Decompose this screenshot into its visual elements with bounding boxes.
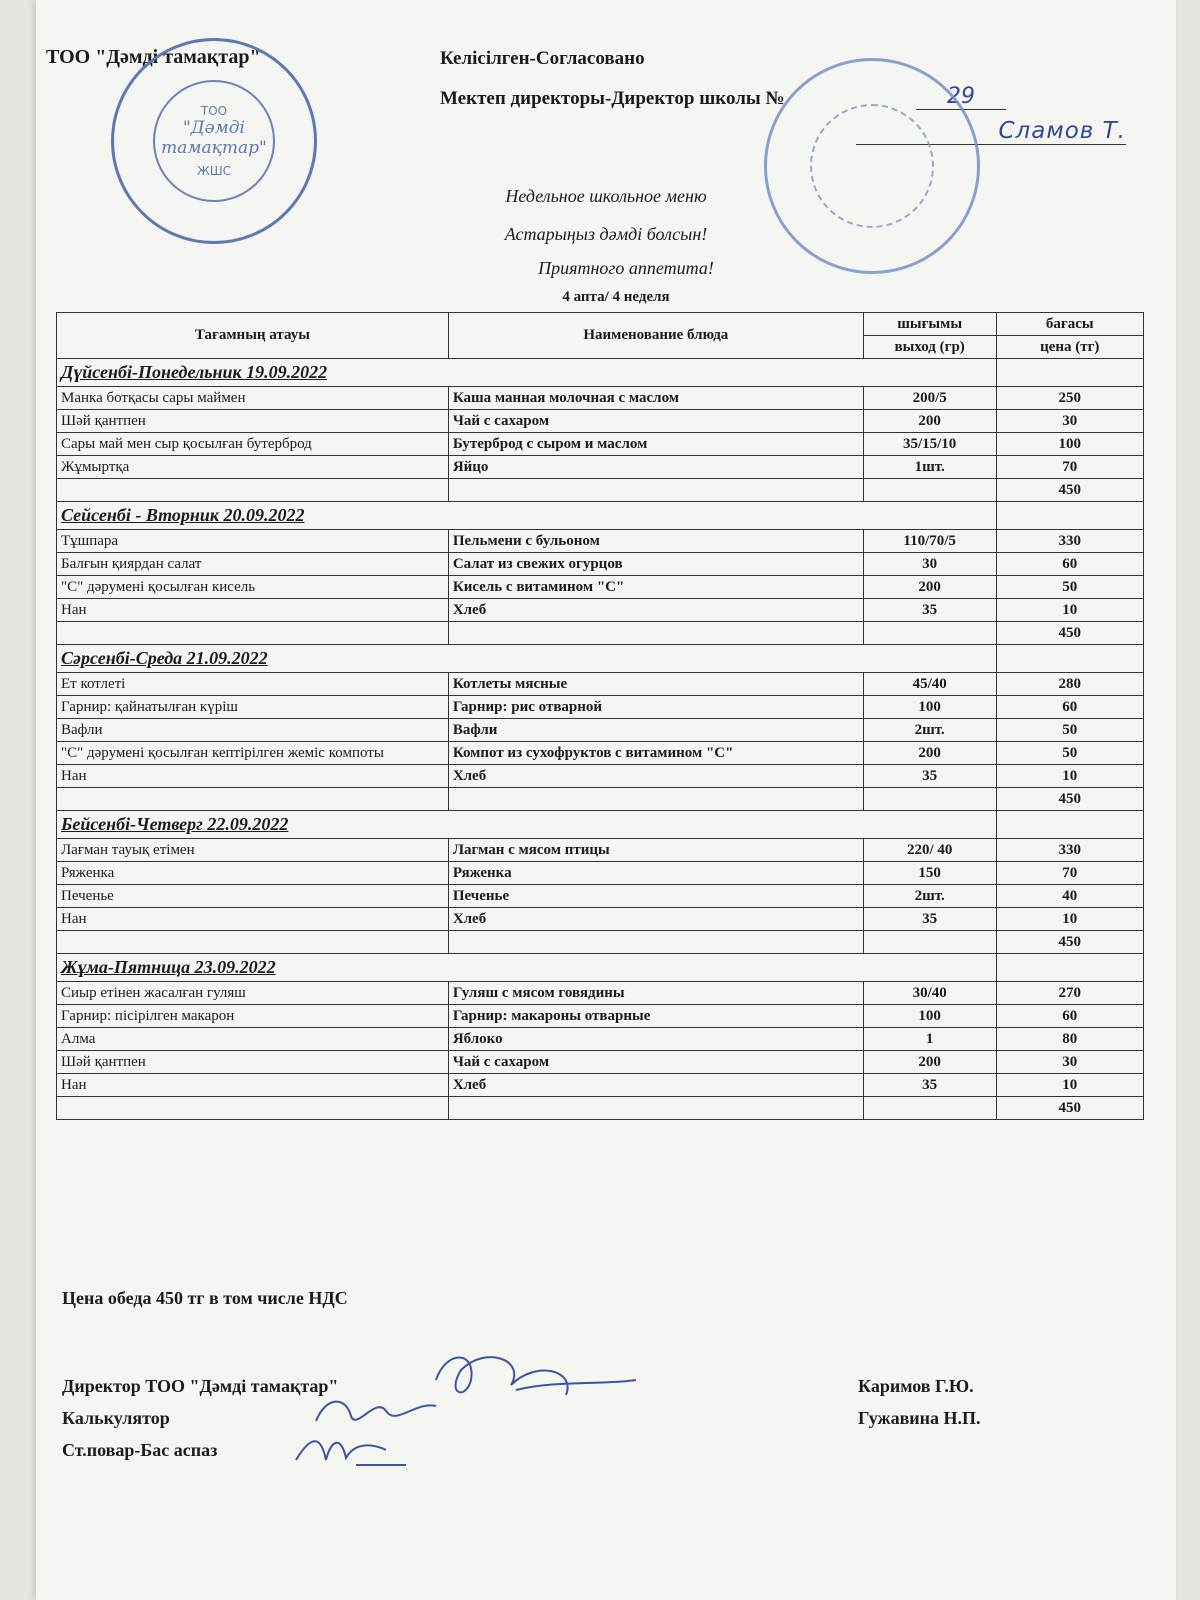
day-header-row	[57, 502, 1144, 530]
day-empty-cell	[996, 359, 1144, 387]
day-total-price: 450	[996, 622, 1144, 645]
role-chef: Ст.повар-Бас аспаз	[62, 1440, 218, 1460]
day-total-row	[57, 1097, 1144, 1120]
total-empty-1	[57, 622, 449, 645]
menu-item-row	[57, 742, 1144, 765]
day-name-text: Дүйсенбі-Понедельник 19.09.2022	[61, 362, 328, 382]
menu-item-row	[57, 456, 1144, 479]
stamp-name-line1: "Дәмді	[182, 118, 245, 138]
header-price-kz: бағасы	[996, 313, 1144, 336]
total-empty-2	[448, 931, 863, 954]
dish-price: 70	[996, 862, 1144, 885]
approval-line2: Мектеп директоры-Директор школы №	[440, 88, 785, 109]
menu-table-body	[57, 313, 1144, 1120]
dish-name-kz: Жұмыртқа	[57, 456, 449, 479]
total-empty-3	[863, 622, 996, 645]
dish-name-ru: Хлеб	[448, 1074, 863, 1097]
dish-name-ru: Котлеты мясные	[448, 673, 863, 696]
dish-name-kz: Сары май мен сыр қосылған бутерброд	[57, 433, 449, 456]
dish-price: 100	[996, 433, 1144, 456]
menu-item-row	[57, 1051, 1144, 1074]
dish-name-kz: Шәй қантпен	[57, 1051, 449, 1074]
dish-yield: 100	[863, 696, 996, 719]
day-total-price: 450	[996, 479, 1144, 502]
dish-name-kz: Манка ботқасы сары маймен	[57, 387, 449, 410]
dish-price: 280	[996, 673, 1144, 696]
director-signature	[416, 1340, 676, 1420]
menu-item-row	[57, 387, 1144, 410]
dish-yield: 1шт.	[863, 456, 996, 479]
dish-name-kz: Гарнир: пісірілген макарон	[57, 1005, 449, 1028]
day-total-row	[57, 479, 1144, 502]
dish-name-kz: Нан	[57, 765, 449, 788]
document-page	[36, 0, 1176, 1600]
total-empty-2	[448, 1097, 863, 1120]
dish-name-ru: Яйцо	[448, 456, 863, 479]
dish-name-ru: Лагман с мясом птицы	[448, 839, 863, 862]
dish-name-kz: Нан	[57, 1074, 449, 1097]
day-empty-cell	[996, 645, 1144, 673]
dish-yield: 200	[863, 1051, 996, 1074]
dish-yield: 220/ 40	[863, 839, 996, 862]
total-empty-3	[863, 479, 996, 502]
day-name	[57, 811, 997, 839]
stamp-bottom-text: ЖШС	[196, 164, 232, 178]
name-director: Каримов Г.Ю.	[858, 1376, 974, 1396]
day-empty-cell	[996, 811, 1144, 839]
dish-price: 40	[996, 885, 1144, 908]
dish-name-kz: Вафли	[57, 719, 449, 742]
dish-price: 30	[996, 1051, 1144, 1074]
week-label: 4 апта/ 4 неделя	[562, 289, 670, 305]
dish-name-ru: Ряженка	[448, 862, 863, 885]
dish-price: 250	[996, 387, 1144, 410]
dish-name-ru: Салат из свежих огурцов	[448, 553, 863, 576]
menu-item-row	[57, 673, 1144, 696]
dish-yield: 200/5	[863, 387, 996, 410]
dish-yield: 35	[863, 765, 996, 788]
dish-yield: 45/40	[863, 673, 996, 696]
school-stamp	[764, 58, 980, 274]
menu-item-row	[57, 530, 1144, 553]
menu-item-row	[57, 908, 1144, 931]
dish-name-kz: "С" дәрумені қосылған кептірілген жеміс компоты	[57, 742, 449, 765]
day-name	[57, 645, 997, 673]
dish-name-ru: Компот из сухофруктов с витамином "С"	[448, 742, 863, 765]
day-total-row	[57, 622, 1144, 645]
dish-yield: 30	[863, 553, 996, 576]
day-name	[57, 359, 997, 387]
dish-yield: 35	[863, 599, 996, 622]
dish-price: 10	[996, 765, 1144, 788]
dish-yield: 35	[863, 908, 996, 931]
dish-yield: 200	[863, 410, 996, 433]
day-empty-cell	[996, 502, 1144, 530]
menu-item-row	[57, 982, 1144, 1005]
day-name-text: Сәрсенбі-Среда 21.09.2022	[61, 648, 268, 668]
dish-yield: 35	[863, 1074, 996, 1097]
dish-name-kz: Нан	[57, 599, 449, 622]
menu-item-row	[57, 576, 1144, 599]
dish-yield: 150	[863, 862, 996, 885]
dish-yield: 100	[863, 1005, 996, 1028]
stamp-name-line2: тамақтар"	[161, 138, 267, 158]
header-price-ru: цена (тг)	[996, 336, 1144, 359]
menu-item-row	[57, 1074, 1144, 1097]
dish-yield: 30/40	[863, 982, 996, 1005]
dish-yield: 2шт.	[863, 719, 996, 742]
dish-price: 10	[996, 908, 1144, 931]
total-empty-1	[57, 1097, 449, 1120]
dish-name-kz: Лағман тауық етімен	[57, 839, 449, 862]
header-yield-kz: шығымы	[863, 313, 996, 336]
dish-price: 60	[996, 1005, 1144, 1028]
menu-item-row	[57, 765, 1144, 788]
dish-price: 70	[996, 456, 1144, 479]
menu-item-row	[57, 885, 1144, 908]
dish-name-kz: Алма	[57, 1028, 449, 1051]
dish-price: 50	[996, 742, 1144, 765]
dish-price: 60	[996, 553, 1144, 576]
day-total-row	[57, 788, 1144, 811]
dish-name-kz: Печенье	[57, 885, 449, 908]
dish-yield: 110/70/5	[863, 530, 996, 553]
menu-item-row	[57, 719, 1144, 742]
menu-item-row	[57, 696, 1144, 719]
stamp-top-text: ТОО	[200, 104, 228, 118]
company-stamp	[111, 38, 317, 244]
dish-price: 50	[996, 719, 1144, 742]
dish-name-ru: Вафли	[448, 719, 863, 742]
total-empty-3	[863, 788, 996, 811]
dish-yield: 1	[863, 1028, 996, 1051]
day-empty-cell	[996, 954, 1144, 982]
dish-name-kz: Балғын қиярдан салат	[57, 553, 449, 576]
dish-name-kz: Нан	[57, 908, 449, 931]
dish-name-ru: Гарнир: макароны отварные	[448, 1005, 863, 1028]
dish-yield: 200	[863, 742, 996, 765]
day-total-price: 450	[996, 788, 1144, 811]
company-name: ТОО "Дәмді тамақтар"	[46, 46, 261, 68]
chef-signature	[286, 1420, 426, 1475]
day-name	[57, 954, 997, 982]
dish-name-ru: Печенье	[448, 885, 863, 908]
total-empty-1	[57, 931, 449, 954]
lunch-price-note: Цена обеда 450 тг в том числе НДС	[62, 1288, 348, 1308]
name-calculator: Гужавина Н.П.	[858, 1408, 981, 1428]
dish-name-ru: Хлеб	[448, 908, 863, 931]
dish-name-ru: Каша манная молочная с маслом	[448, 387, 863, 410]
dish-price: 270	[996, 982, 1144, 1005]
dish-name-ru: Чай с сахаром	[448, 1051, 863, 1074]
dish-name-kz: Ряженка	[57, 862, 449, 885]
role-director: Директор ТОО "Дәмді тамақтар"	[62, 1376, 339, 1396]
company-stamp-inner	[153, 80, 275, 202]
dish-name-ru: Кисель с витамином "С"	[448, 576, 863, 599]
header-ru-name: Наименование блюда	[448, 313, 863, 359]
dish-price: 330	[996, 530, 1144, 553]
title-line1: Недельное школьное меню	[505, 186, 707, 206]
day-header-row	[57, 359, 1144, 387]
day-header-row	[57, 811, 1144, 839]
menu-item-row	[57, 553, 1144, 576]
menu-item-row	[57, 862, 1144, 885]
day-name	[57, 502, 997, 530]
total-empty-3	[863, 1097, 996, 1120]
day-header-row	[57, 954, 1144, 982]
day-name-text: Бейсенбі-Четверг 22.09.2022	[61, 814, 289, 834]
school-stamp-emblem	[810, 104, 934, 228]
total-empty-3	[863, 931, 996, 954]
total-empty-1	[57, 788, 449, 811]
day-header-row	[57, 645, 1144, 673]
dish-name-kz: Шәй қантпен	[57, 410, 449, 433]
dish-price: 30	[996, 410, 1144, 433]
total-empty-2	[448, 788, 863, 811]
menu-item-row	[57, 1005, 1144, 1028]
title-line3: Приятного аппетита!	[538, 258, 714, 278]
dish-yield: 35/15/10	[863, 433, 996, 456]
dish-name-kz: Ет котлеті	[57, 673, 449, 696]
header-kz-name: Тағамның атауы	[57, 313, 449, 359]
director-signature-handwritten: Сламов Т.	[856, 118, 1126, 145]
role-calculator: Калькулятор	[62, 1408, 170, 1428]
header-row-1	[57, 313, 1144, 336]
dish-name-kz: Тұшпара	[57, 530, 449, 553]
dish-name-kz: "С" дәрумені қосылған кисель	[57, 576, 449, 599]
dish-name-ru: Яблоко	[448, 1028, 863, 1051]
total-empty-2	[448, 479, 863, 502]
dish-price: 10	[996, 1074, 1144, 1097]
title-line2: Астарыңыз дәмді болсын!	[504, 224, 708, 244]
dish-yield: 200	[863, 576, 996, 599]
dish-price: 60	[996, 696, 1144, 719]
dish-price: 50	[996, 576, 1144, 599]
menu-item-row	[57, 410, 1144, 433]
menu-item-row	[57, 839, 1144, 862]
total-empty-1	[57, 479, 449, 502]
dish-name-kz: Гарнир: қайнатылған күріш	[57, 696, 449, 719]
day-total-price: 450	[996, 931, 1144, 954]
dish-price: 10	[996, 599, 1144, 622]
header-yield-ru: выход (гр)	[863, 336, 996, 359]
menu-table	[56, 312, 1144, 1120]
dish-name-ru: Пельмени с бульоном	[448, 530, 863, 553]
approval-line1: Келісілген-Согласовано	[440, 48, 645, 69]
day-name-text: Сейсенбі - Вторник 20.09.2022	[61, 505, 305, 525]
dish-name-ru: Хлеб	[448, 599, 863, 622]
total-empty-2	[448, 622, 863, 645]
day-total-price: 450	[996, 1097, 1144, 1120]
dish-price: 330	[996, 839, 1144, 862]
dish-name-ru: Гуляш с мясом говядины	[448, 982, 863, 1005]
school-number-handwritten: 29	[916, 84, 1006, 110]
dish-price: 80	[996, 1028, 1144, 1051]
day-name-text: Жұма-Пятница 23.09.2022	[61, 957, 276, 977]
dish-name-ru: Чай с сахаром	[448, 410, 863, 433]
dish-name-kz: Сиыр етінен жасалған гуляш	[57, 982, 449, 1005]
menu-item-row	[57, 1028, 1144, 1051]
dish-yield: 2шт.	[863, 885, 996, 908]
menu-item-row	[57, 433, 1144, 456]
dish-name-ru: Хлеб	[448, 765, 863, 788]
menu-item-row	[57, 599, 1144, 622]
dish-name-ru: Гарнир: рис отварной	[448, 696, 863, 719]
day-total-row	[57, 931, 1144, 954]
dish-name-ru: Бутерброд с сыром и маслом	[448, 433, 863, 456]
